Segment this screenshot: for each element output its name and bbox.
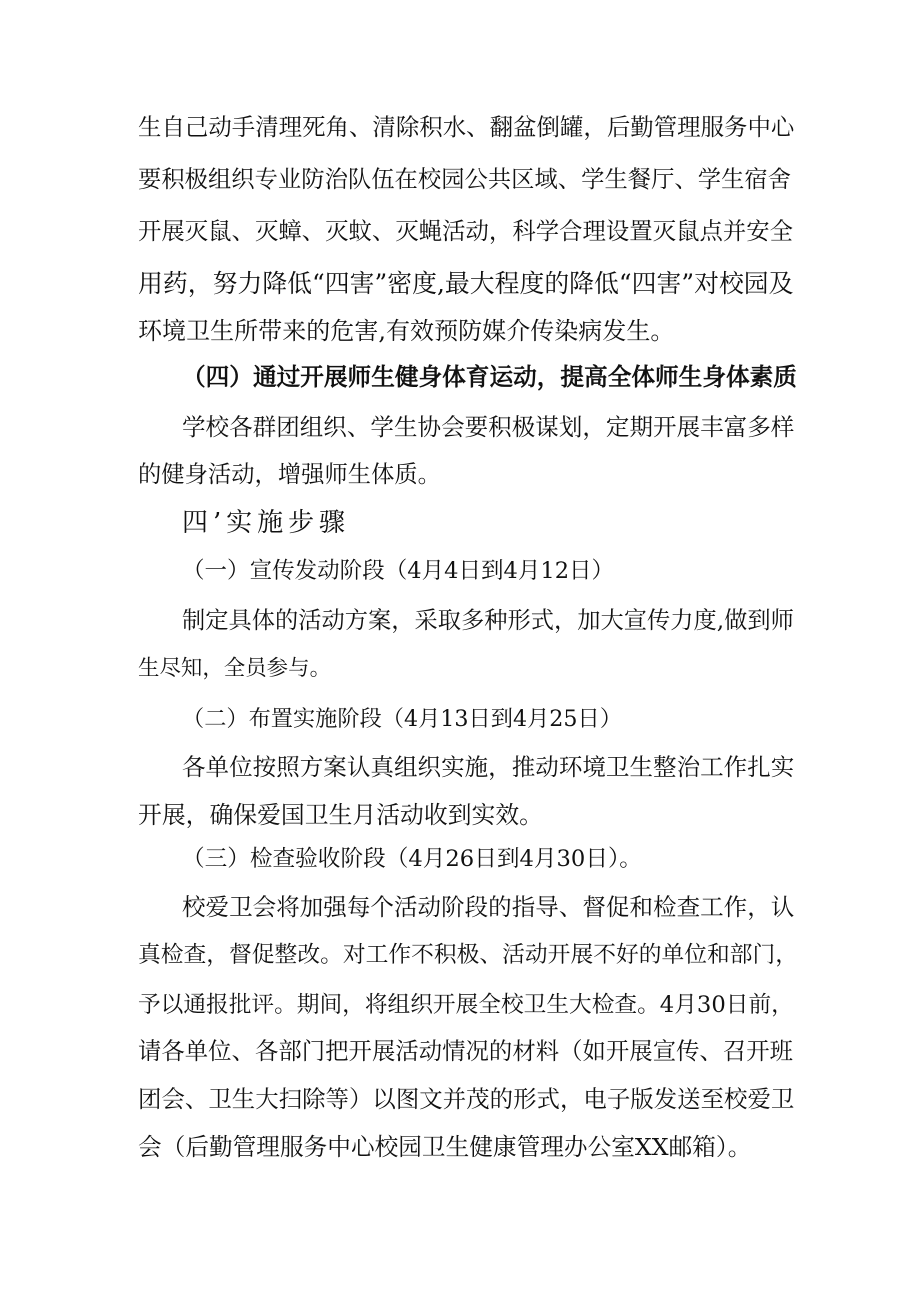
text-line: 开展灭鼠、灭蟑、灭蚊、灭蝇活动，科学合理设置灭鼠点并安全 [138, 217, 794, 245]
text-line: 要积极组织专业防治队伍在校园公共区域、学生餐厅、学生宿舍 [138, 166, 792, 193]
section-heading: （四）通过开展师生健身体育运动，提高全体师生身体素质 [182, 363, 797, 391]
text-line: 制定具体的活动方案，采取多种形式，加大宣传力度,做到师 [182, 607, 794, 634]
text-line: 用药，努力降低“四害”密度,最大程度的降低“四害”对校园及 [138, 269, 794, 298]
text-line: 的健身活动，增强师生体质。 [138, 461, 441, 488]
text-line: 环境卫生所带来的危害,有效预防媒介传染病发生。 [138, 317, 675, 345]
text-line: 各单位按照方案认真组织实施，推动环境卫生整治工作扎实 [182, 753, 795, 781]
section-heading: （二）布置实施阶段（4月13日到4月25日） [182, 706, 622, 732]
section-heading: （三）检查验收阶段（4月26日到4月30日）。 [182, 846, 642, 872]
text-line: 生尽知，全员参与。 [138, 656, 332, 681]
text-line: 学校各群团组织、学生协会要积极谋划，定期开展丰富多样 [182, 413, 795, 441]
text-line: 真检查，督促整改。对工作不积极、活动开展不好的单位和部门， [138, 942, 799, 968]
text-line: 生自己动手清理死角、清除积水、翻盆倒罐，后勤管理服务中心 [138, 113, 795, 141]
text-line: 予以通报批评。期间，将组织开展全校卫生大检查。4月30日前， [138, 992, 794, 1018]
text-line: 开展，确保爱国卫生月活动收到实效。 [138, 801, 543, 829]
text-line: 请各单位、各部门把开展活动情况的材料（如开展宣传、召开班 [138, 1037, 794, 1065]
text-line: 校爱卫会将加强每个活动阶段的指导、督促和检查工作，认 [182, 893, 795, 921]
text-line: 团会、卫生大扫除等）以图文并茂的形式，电子版发送至校爱卫 [138, 1085, 795, 1113]
section-heading: （一）宣传发动阶段（4月4日到4月12日） [182, 558, 615, 584]
section-heading: 四’实施步骤 [182, 508, 350, 538]
text-line: 会（后勤管理服务中心校园卫生健康管理办公室XX邮箱）。 [138, 1133, 752, 1161]
